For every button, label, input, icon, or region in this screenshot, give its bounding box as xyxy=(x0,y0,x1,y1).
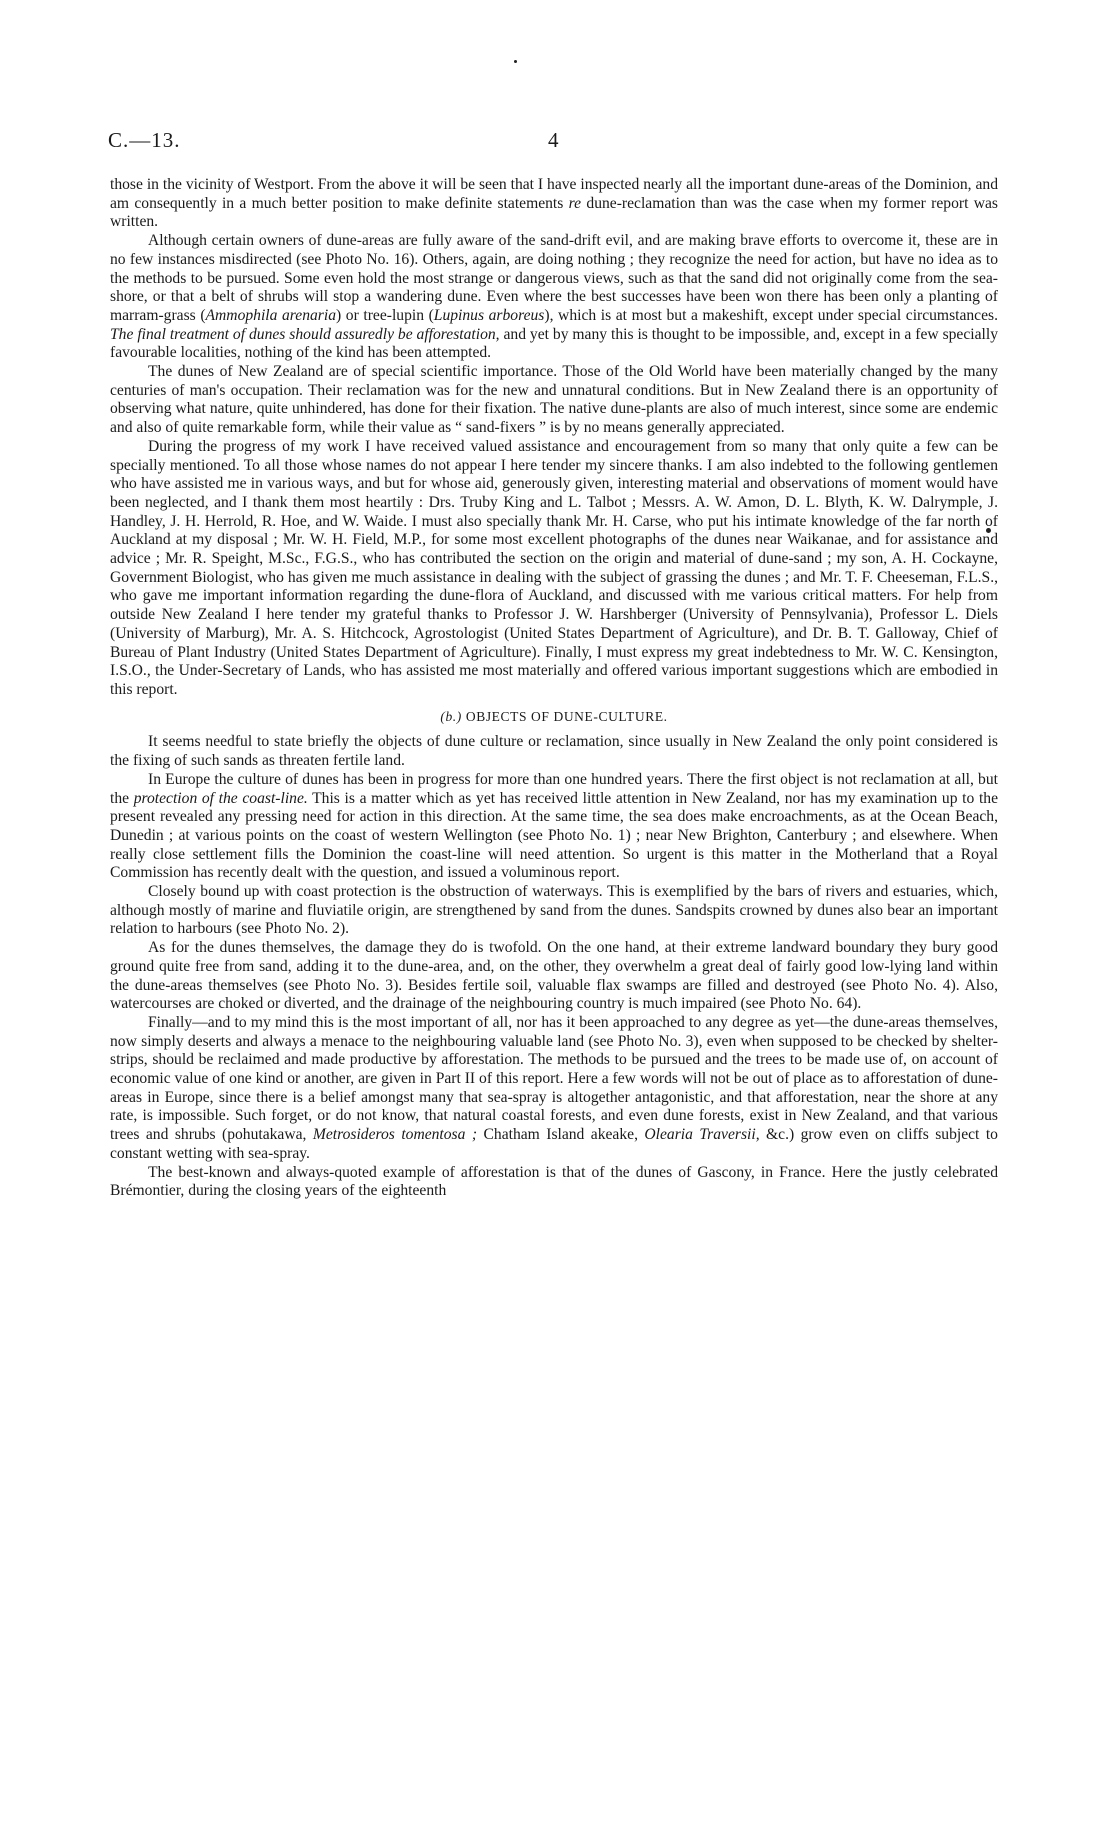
italic-text: Metrosideros tomentosa ; xyxy=(312,1126,478,1144)
paragraph xyxy=(110,232,998,363)
text-run: Chatham Island akeake, xyxy=(477,1126,645,1144)
italic-text: The final treatment of dunes should assuredly be afforestation, xyxy=(110,325,500,343)
section-heading xyxy=(110,708,998,727)
text-run: those in the vicinity of Westport. From the above it will be seen that I have inspected nearly all the important dune-areas of the Dominion, and am consequently in a much better position to make definite statements xyxy=(110,176,998,212)
text-run: ), which is at most but a makeshift, except under special circumstances. xyxy=(544,306,998,324)
text-run: During the progress of my work I have received valued assistance and encouragement from so many that only quite a few can be specially mentioned. To all those whose names do not appear I here tender my sincere thanks. I am also indebted to the following gentlemen who have assisted me in various ways, and but for whose aid, generously given, interesting material and observations of moment would have been neglected, and I thank them most heartily : Drs. Truby King and L. Talbot ; Messrs. A. W. Amon, D. L. Blyth, K. W. Dalrymple, J. Handley, J. H. Herrold, R. Hoe, and W. Waide. I must also specially thank Mr. H. Carse, who put his intimate knowledge of the far north of Auckland at my disposal ; Mr. W. H. Field, M.P., for some most excellent photographs of the dunes near Waikanae, and for assistance and advice ; Mr. R. Speight, M.Sc., F.G.S., who has contributed the section on the origin and material of dune-sand ; my son, A. H. Cockayne, Government Biologist, who has given me much assistance in dealing with the subject of grassing the dunes ; and Mr. T. F. Cheeseman, F.L.S., who gave me important information regarding the dune-flora of Auckland, and discussed with me various critical matters. For help from outside New Zealand I here tender my grateful thanks to Professor J. W. Harshberger (University of Pennsylvania), Professor L. Diels (University of Marburg), Mr. A. S. Hitchcock, Agrostologist (United States Department of Agriculture), and Dr. B. T. Galloway, Chief of Bureau of Plant Industry (United States Department of Agriculture). Finally, I must express my great indebtedness to Mr. W. C. Kensington, I.S.O., the Under-Secretary of Lands, who has assisted me most materially and offered various important suggestions which are embodied in this report. xyxy=(110,437,998,698)
paragraph xyxy=(110,883,998,939)
paragraph xyxy=(110,176,998,232)
text-run: Finally—and to my mind this is the most important of all, nor has it been approached to any degree as yet—the dune-areas themselves, now simply deserts and always a menace to the neighbouring valuable land (see Photo No. 3), even when supposed to be checked by shelter-strips, should be reclaimed and made productive by afforestation. The methods to be pursued and the trees to be made use of, on account of economic value of one kind or another, are given in Part II of this report. Here a few words will not be out of place as to afforestation of dune-areas in Europe, since there is a belief amongst many that sea-spray is altogether antagonistic, and that afforestation, near the shore at any rate, is impossible. Such forget, or do not know, that natural coastal forests, and even dune forests, exist in New Zealand, and that various trees and shrubs (pohutakawa, xyxy=(110,1013,998,1144)
italic-text: Ammophila arenaria xyxy=(205,306,337,324)
section-title: OBJECTS OF DUNE-CULTURE. xyxy=(465,708,668,724)
body-text xyxy=(110,176,998,1201)
text-run: and yet by many this is thought to be impossible, and, except in a few specially favourable localities, nothing of the kind has been attempted. xyxy=(110,325,998,362)
text-run: In Europe the culture of dunes has been in progress for more than one hundred years. There the first object is not reclamation at all, but the xyxy=(110,770,998,807)
text-run: This is a matter which as yet has received little attention in New Zealand, nor has my examination up to the present revealed any pressing need for action in this direction. At the same time, the sea does make encroachments, as at the Ocean Beach, Dunedin ; at various points on the coast of western Wellington (see Photo No. 1) ; near New Brighton, Canterbury ; and elsewhere. When really close settlement fills the Dominion the coast-line will need attention. So urgent is this matter in the Motherland that a Royal Commission has recently dealt with the question, and issued a voluminous report. xyxy=(110,789,998,882)
text-run: The best-known and always-quoted example of afforestation is that of the dunes of Gascony, in France. Here the justly celebrated Brémontier, during the closing years of the eighteenth xyxy=(110,1163,998,1200)
text-run: Although certain owners of dune-areas are fully aware of the sand-drift evil, and are making brave efforts to overcome it, these are in no few instances misdirected (see Photo No. 16). Others, again, are doing nothing ; they recognize the need for action, but have no idea as to the methods to be pursued. Some even hold the most strange or dangerous views, such as that the sand did not originally come from the sea-shore, or that a belt of shrubs will stop a wandering dune. Even where the best successes have been won there has been only a planting of marram-grass ( xyxy=(110,232,998,324)
paragraphs-part-b xyxy=(110,733,998,1201)
section-marker: (b.) xyxy=(440,708,462,724)
text-run: It seems needful to state briefly the objects of dune culture or reclamation, since usually in New Zealand the only point considered is the fixing of such sands as threaten fertile land. xyxy=(110,733,998,770)
italic-text: protection of the coast-line. xyxy=(133,789,308,807)
text-run: As for the dunes themselves, the damage they do is twofold. On the one hand, at their extreme landward boundary they bury good ground quite free from sand, adding it to the dune-area, and, on the other, they overwhelm a great deal of fairly good low-lying land within the dune-areas themselves (see Photo No. 3). Besides fertile soil, valuable flax swamps are filled and destroyed (see Photo No. 4). Also, watercourses are choked or diverted, and the drainage of the neighbouring country is much impaired (see Photo No. 64). xyxy=(110,939,998,1013)
document-reference: C.—13. xyxy=(108,128,181,152)
page-header xyxy=(108,128,1008,156)
text-run: ) or tree-lupin ( xyxy=(336,306,434,324)
paragraph xyxy=(110,733,998,770)
paragraph xyxy=(110,438,998,700)
paragraph xyxy=(110,1014,998,1164)
italic-text: re xyxy=(568,194,582,212)
italic-text: Olearia Traversii, xyxy=(644,1126,760,1144)
scan-speck-top xyxy=(514,60,517,63)
page-number: 4 xyxy=(548,128,559,152)
text-run: dune-reclamation than was the case when my former report was written. xyxy=(110,194,998,231)
paragraph xyxy=(110,1164,998,1201)
text-run: The dunes of New Zealand are of special scientific importance. Those of the Old World have been materially changed by the many centuries of man's occupation. Their reclamation was for the new and unnatural conditions. But in New Zealand there is an opportunity of observing what nature, quite unhindered, has done for their fixation. The native dune-plants are also of much interest, since some are endemic and also of quite remarkable form, while their value as “ sand-fixers ” is by no means generally appreciated. xyxy=(110,363,998,437)
italic-text: Lupinus arboreus xyxy=(433,306,545,324)
text-run: &c.) grow even on cliffs subject to constant wetting with sea-spray. xyxy=(110,1126,998,1162)
text-run: Closely bound up with coast protection is the obstruction of waterways. This is exemplified by the bars of rivers and estuaries, which, although mostly of marine and fluviatile origin, are strengthened by sand from the dunes. Sandspits crowned by dunes also bear an important relation to harbours (see Photo No. 2). xyxy=(110,883,998,938)
paragraphs-part-a xyxy=(110,176,998,700)
paragraph xyxy=(110,771,998,883)
paragraph xyxy=(110,939,998,1014)
paragraph xyxy=(110,363,998,438)
